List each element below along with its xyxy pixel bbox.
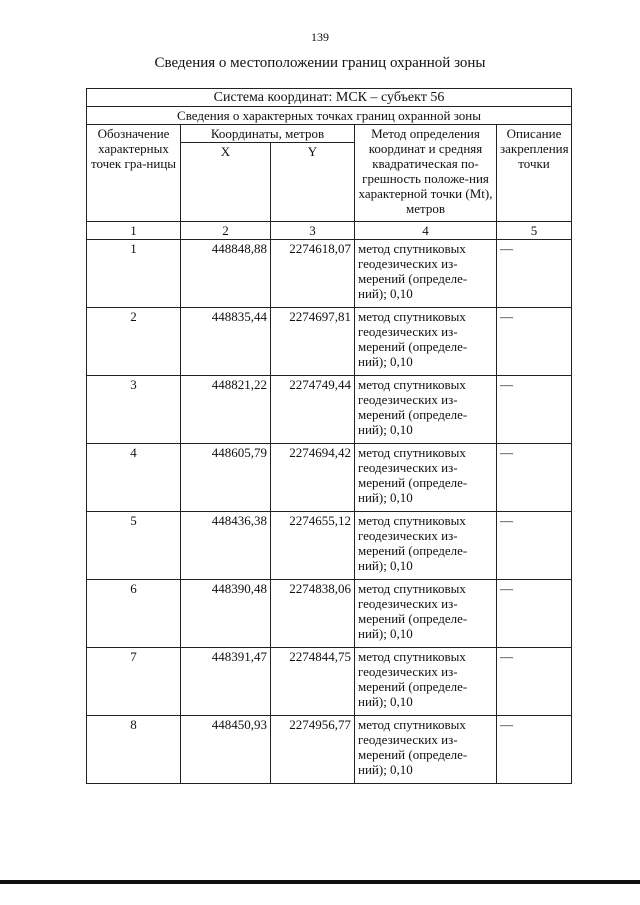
table-row — [87, 648, 572, 716]
points-info-label: Сведения о характерных точках границ охранной зоны — [87, 107, 572, 125]
y-coordinate-cell: 2274697,81 — [271, 308, 355, 376]
point-number-cell: 6 — [87, 580, 181, 648]
column-number: 1 — [87, 222, 181, 240]
table-row — [87, 444, 572, 512]
description-cell: — — [497, 648, 572, 716]
method-cell: метод спутниковых геодезических из-мерений (определе-ний); 0,10 — [355, 444, 497, 512]
y-coordinate-cell: 2274844,75 — [271, 648, 355, 716]
points-info-row — [87, 107, 572, 125]
method-cell: метод спутниковых геодезических из-мерений (определе-ний); 0,10 — [355, 716, 497, 784]
point-number-cell: 8 — [87, 716, 181, 784]
point-number-cell: 1 — [87, 240, 181, 308]
table-row — [87, 240, 572, 308]
method-cell: метод спутниковых геодезических из-мерений (определе-ний); 0,10 — [355, 512, 497, 580]
header-x: X — [181, 143, 271, 222]
column-numbers-row — [87, 222, 572, 240]
column-number: 2 — [181, 222, 271, 240]
description-cell: — — [497, 580, 572, 648]
column-number: 4 — [355, 222, 497, 240]
x-coordinate-cell: 448390,48 — [181, 580, 271, 648]
header-method: Метод определения координат и средняя квадратическая по-грешность положе-ния характерной точки (Mt), метров — [355, 125, 497, 222]
y-coordinate-cell: 2274956,77 — [271, 716, 355, 784]
x-coordinate-cell: 448835,44 — [181, 308, 271, 376]
header-designation: Обозначение характерных точек гра-ницы — [87, 125, 181, 222]
description-cell: — — [497, 716, 572, 784]
method-cell: метод спутниковых геодезических из-мерений (определе-ний); 0,10 — [355, 240, 497, 308]
x-coordinate-cell: 448605,79 — [181, 444, 271, 512]
description-cell: — — [497, 512, 572, 580]
x-coordinate-cell: 448450,93 — [181, 716, 271, 784]
y-coordinate-cell: 2274655,12 — [271, 512, 355, 580]
y-coordinate-cell: 2274749,44 — [271, 376, 355, 444]
table-row — [87, 716, 572, 784]
y-coordinate-cell: 2274694,42 — [271, 444, 355, 512]
description-cell: — — [497, 376, 572, 444]
coordinate-system-row — [87, 89, 572, 107]
method-cell: метод спутниковых геодезических из-мерений (определе-ний); 0,10 — [355, 376, 497, 444]
y-coordinate-cell: 2274838,06 — [271, 580, 355, 648]
column-number: 5 — [497, 222, 572, 240]
page-number: 139 — [311, 30, 329, 44]
boundary-points-table — [86, 88, 572, 784]
header-description: Описание закрепления точки — [497, 125, 572, 222]
description-cell: — — [497, 444, 572, 512]
x-coordinate-cell: 448391,47 — [181, 648, 271, 716]
point-number-cell: 4 — [87, 444, 181, 512]
point-number-cell: 5 — [87, 512, 181, 580]
point-number-cell: 3 — [87, 376, 181, 444]
method-cell: метод спутниковых геодезических из-мерений (определе-ний); 0,10 — [355, 580, 497, 648]
column-number: 3 — [271, 222, 355, 240]
method-cell: метод спутниковых геодезических из-мерений (определе-ний); 0,10 — [355, 308, 497, 376]
y-coordinate-cell: 2274618,07 — [271, 240, 355, 308]
table-row — [87, 512, 572, 580]
point-number-cell: 2 — [87, 308, 181, 376]
x-coordinate-cell: 448436,38 — [181, 512, 271, 580]
bottom-rule — [0, 880, 640, 884]
document-title: Сведения о местоположении границ охранной зоны — [154, 55, 486, 71]
coordinate-system-label: Система координат: МСК – субъект 56 — [87, 89, 572, 107]
method-cell: метод спутниковых геодезических из-мерений (определе-ний); 0,10 — [355, 648, 497, 716]
header-y: Y — [271, 143, 355, 222]
x-coordinate-cell: 448821,22 — [181, 376, 271, 444]
description-cell: — — [497, 240, 572, 308]
table-row — [87, 308, 572, 376]
table-row — [87, 376, 572, 444]
header-row-top — [87, 125, 572, 143]
x-coordinate-cell: 448848,88 — [181, 240, 271, 308]
point-number-cell: 7 — [87, 648, 181, 716]
description-cell: — — [497, 308, 572, 376]
table-row — [87, 580, 572, 648]
header-coordinates: Координаты, метров — [181, 125, 355, 143]
